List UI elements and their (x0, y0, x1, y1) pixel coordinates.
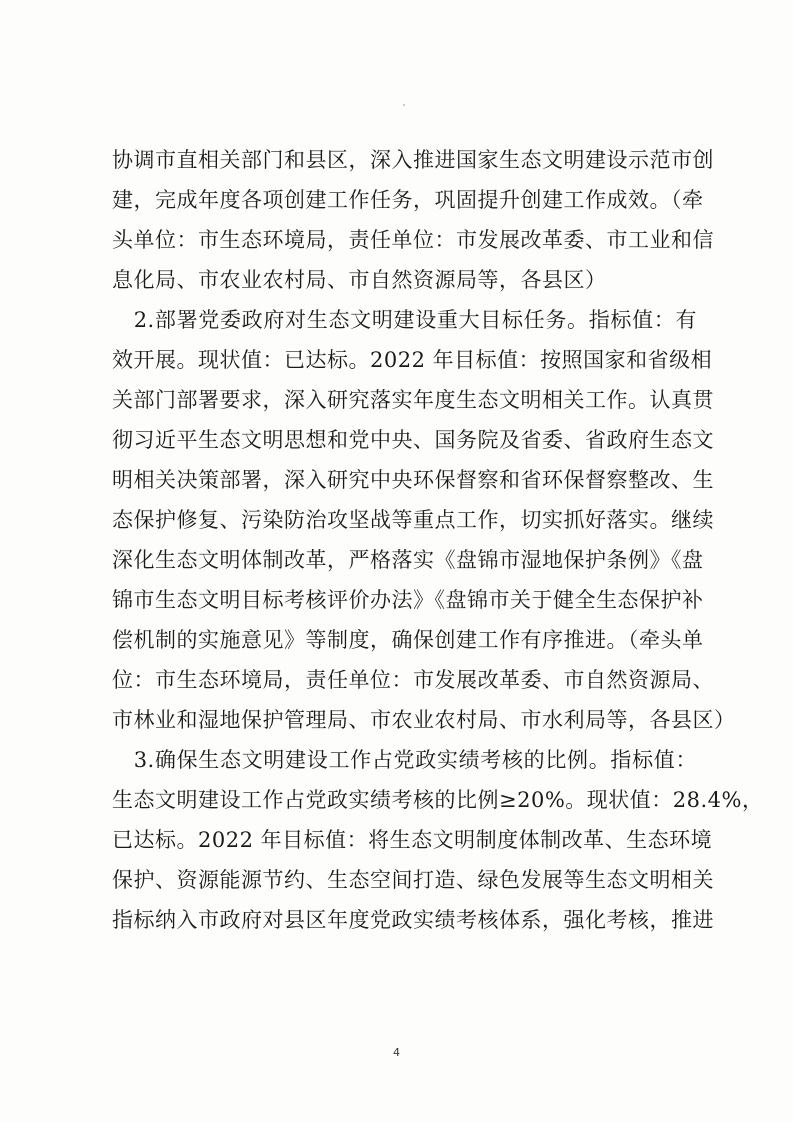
text-line: 息化局、市农业农村局、市自然资源局等，各县区） (112, 268, 607, 292)
text-line: 已达标。2022 年目标值：将生态文明制度体制改革、生态环境 (112, 828, 713, 852)
text-line: 市林业和湿地保护管理局、市农业农村局、市水利局等，各县区） (112, 708, 736, 732)
text-line: 保护、资源能源节约、生态空间打造、绿色发展等生态文明相关 (112, 868, 714, 892)
page-number: 4 (393, 1046, 400, 1059)
text-line: 头单位：市生态环境局，责任单位：市发展改革委、市工业和信 (112, 228, 714, 252)
text-line: 偿机制的实施意见》等制度，确保创建工作有序推进。（牵头单 (112, 628, 704, 652)
text-line: 效开展。现状值：已达标。2022 年目标值：按照国家和省级相 (112, 348, 713, 372)
scan-speck (403, 104, 405, 106)
text-line: 彻习近平生态文明思想和党中央、国务院及省委、省政府生态文 (112, 428, 714, 452)
text-line: 3.确保生态文明建设工作占党政实绩考核的比例。指标值： (112, 748, 697, 772)
text-line: 锦市生态文明目标考核评价办法》《盘锦市关于健全生态保护补 (112, 588, 704, 612)
text-line: 协调市直相关部门和县区，深入推进国家生态文明建设示范市创 (112, 148, 714, 172)
text-line: 指标纳入市政府对县区年度党政实绩考核体系，强化考核，推进 (112, 908, 714, 932)
text-line: 建，完成年度各项创建工作任务，巩固提升创建工作成效。（牵 (112, 188, 704, 212)
text-line: 深化生态文明体制改革，严格落实《盘锦市湿地保护条例》《盘 (112, 548, 704, 572)
text-line: 态保护修复、污染防治攻坚战等重点工作，切实抓好落实。继续 (112, 508, 714, 532)
text-line: 生态文明建设工作占党政实绩考核的比例≥20%。现状值：28.4%， (112, 788, 764, 812)
text-line: 关部门部署要求，深入研究落实年度生态文明相关工作。认真贯 (112, 388, 714, 412)
text-line: 位：市生态环境局，责任单位：市发展改革委、市自然资源局、 (112, 668, 714, 692)
text-line: 明相关决策部署，深入研究中央环保督察和省环保督察整改、生 (112, 468, 714, 492)
text-line: 2.部署党委政府对生态文明建设重大目标任务。指标值：有 (112, 308, 697, 332)
document-body (112, 140, 764, 940)
